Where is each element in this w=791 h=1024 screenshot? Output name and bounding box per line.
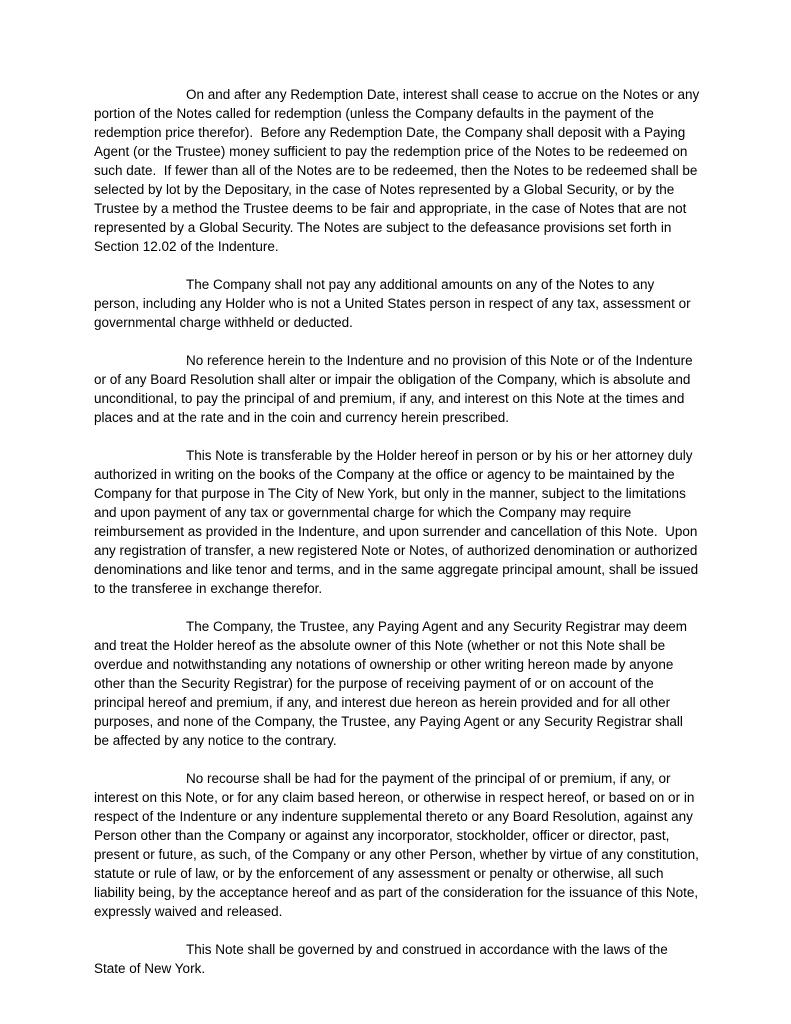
paragraph-absolute-owner: The Company, the Trustee, any Paying Agent and any Security Registrar may deem and treat the Holder hereof as the absolute owner of this Note (whether or not this Note shall be overdue and notwithstanding any notations of ownership or other writing hereon made by anyone other than the Security Registrar) for the purpose of receiving payment of or on account of the principal hereof and premium, if any, and interest due hereon as herein provided and for all other purposes, and none of the Company, the Trustee, any Paying Agent or any Security Registrar shall be affected by any notice to the contrary. xyxy=(94,619,691,748)
paragraph-governing-law: This Note shall be governed by and construed in accordance with the laws of the State of New York. xyxy=(94,942,672,976)
paragraph-additional-amounts: The Company shall not pay any additional amounts on any of the Notes to any person, including any Holder who is not a United States person in respect of any tax, assessment or governmental charge withheld or deducted. xyxy=(94,277,695,330)
paragraph-no-recourse: No recourse shall be had for the payment of the principal of or premium, if any, or interest on this Note, or for any claim based hereon, or otherwise in respect hereof, or based on or in respect of the Indenture or any indenture supplemental thereto or any Board Resolution, against any Person other than the Company or against any incorporator, stockholder, officer or director, past, present or future, as such, of the Company or any other Person, whether by virtue of any constitution, statute or rule of law, or by the enforcement of any assessment or penalty or otherwise, all such liability being, by the acceptance hereof and as part of the consideration for the issuance of this Note, expressly waived and released. xyxy=(94,771,703,919)
paragraph-redemption-date: On and after any Redemption Date, interest shall cease to accrue on the Notes or any portion of the Notes called for redemption (unless the Company defaults in the payment of the redemption price therefor). Before any Redemption Date, the Company shall deposit with a Paying Agent (or the Trustee) money sufficient to pay the redemption price of the Notes to be redeemed on such date. If fewer than all of the Notes are to be redeemed, then the Notes to be redeemed shall be selected by lot by the Depositary, in the case of Notes represented by a Global Security, or by the Trustee by a method the Trustee deems to be fair and appropriate, in the case of Notes that are not represented by a Global Security. The Notes are subject to the defeasance provisions set forth in Section 12.02 of the Indenture. xyxy=(94,87,704,254)
paragraph-transferable: This Note is transferable by the Holder hereof in person or by his or her attorney duly authorized in writing on the books of the Company at the office or agency to be maintained by the Company for that purpose in The City of New York, but only in the manner, subject to the limitations and upon payment of any tax or governmental charge for which the Company may require reimbursement as provided in the Indenture, and upon surrender and cancellation of this Note. Upon any registration of transfer, a new registered Note or Notes, of authorized denomination or authorized denominations and like tenor and terms, and in the same aggregate principal amount, shall be issued to the transferee in exchange therefor. xyxy=(94,448,702,596)
paragraph-no-reference: No reference herein to the Indenture and no provision of this Note or of the Indenture or of any Board Resolution shall alter or impair the obligation of the Company, which is absolute and unconditional, to pay the principal of and premium, if any, and interest on this Note at the times and places and at the rate and in the coin and currency herein prescribed. xyxy=(94,353,697,425)
